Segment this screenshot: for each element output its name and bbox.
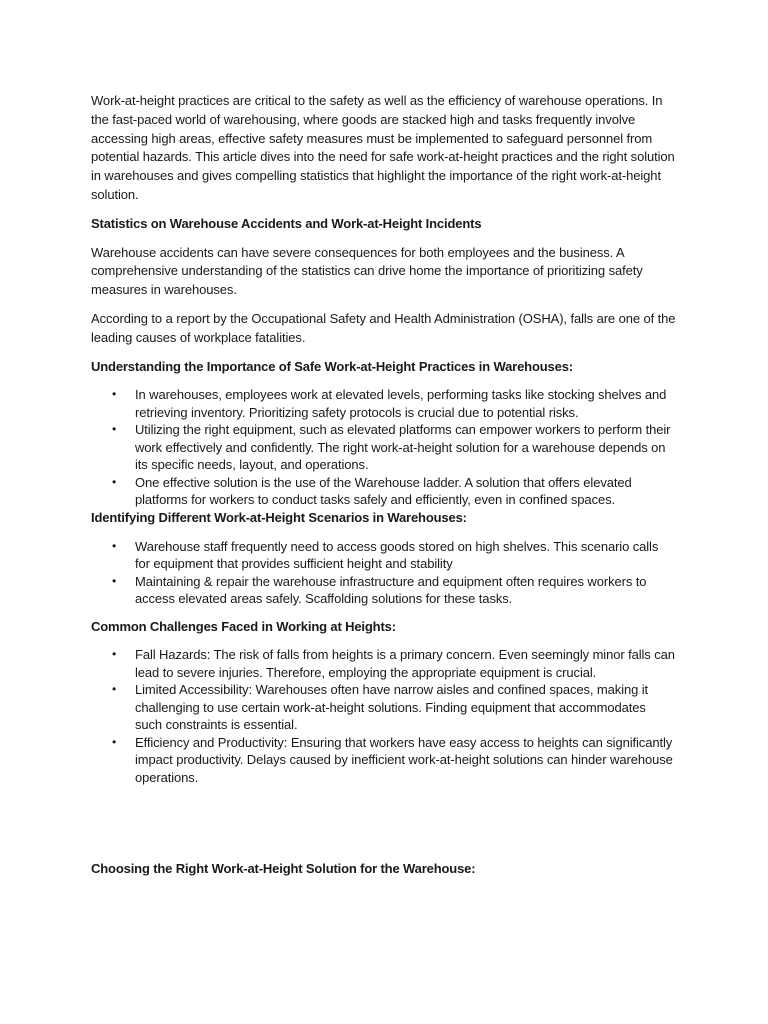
bullet-icon: • bbox=[112, 682, 117, 697]
list-item bbox=[112, 421, 676, 474]
bullet-icon: • bbox=[112, 538, 117, 553]
heading-scenarios: Identifying Different Work-at-Height Scenarios in Warehouses: bbox=[91, 509, 467, 525]
intro-paragraph: Work-at-height practices are critical to the safety as well as the efficiency of warehouse operations. In the fast-paced world of warehousing, where goods are stacked high and tasks frequently involve accessing high areas, effective safety measures must be implemented to safeguard personnel from potential hazards. This article dives into the need for safe work-at-height practices and the right solution in warehouses and gives compelling statistics that highlight the importance of the right work-at-height solution. bbox=[91, 93, 675, 202]
list-item-text: Efficiency and Productivity: Ensuring that workers have easy access to heights can significantly impact productivity. Delays caused by inefficient work-at-height solutions can hinder warehouse operations. bbox=[135, 734, 673, 785]
list-item-text: Maintaining & repair the warehouse infrastructure and equipment often requires workers to access elevated areas safely. Scaffolding solutions for these tasks. bbox=[135, 573, 647, 607]
list-item bbox=[112, 734, 676, 787]
statistics-paragraph-2: According to a report by the Occupational Safety and Health Administration (OSHA), falls are one of the leading causes of workplace fatalities. bbox=[91, 310, 676, 345]
bullet-icon: • bbox=[112, 422, 117, 437]
scenarios-list bbox=[91, 538, 676, 608]
list-item bbox=[112, 573, 676, 608]
heading-choosing: Choosing the Right Work-at-Height Solution for the Warehouse: bbox=[91, 861, 476, 877]
list-item bbox=[112, 386, 676, 421]
importance-list bbox=[91, 386, 676, 509]
list-item bbox=[112, 538, 676, 573]
blank-space bbox=[91, 796, 676, 860]
statistics-paragraph-1: Warehouse accidents can have severe consequences for both employees and the business. A comprehensive understanding of the statistics can drive home the importance of prioritizing safety measures in warehouses. bbox=[91, 244, 643, 298]
bullet-icon: • bbox=[112, 734, 117, 749]
list-item-text: One effective solution is the use of the Warehouse ladder. A solution that offers elevated platforms for workers to conduct tasks safely and efficiently, even in confined spaces. bbox=[135, 474, 632, 508]
list-item bbox=[112, 681, 676, 734]
bullet-icon: • bbox=[112, 474, 117, 489]
list-item-text: Utilizing the right equipment, such as elevated platforms can empower workers to perform their work effectively and confidently. The right work-at-height solution for a warehouse depends on its specific needs, layout, and operations. bbox=[135, 422, 671, 473]
heading-importance: Understanding the Importance of Safe Work-at-Height Practices in Warehouses: bbox=[91, 358, 573, 374]
list-item bbox=[112, 474, 676, 509]
heading-statistics: Statistics on Warehouse Accidents and Work-at-Height Incidents bbox=[91, 215, 482, 231]
heading-challenges: Common Challenges Faced in Working at Heights: bbox=[91, 618, 396, 634]
bullet-icon: • bbox=[112, 647, 117, 662]
list-item-text: Fall Hazards: The risk of falls from heights is a primary concern. Even seemingly minor falls can lead to severe injuries. Therefore, employing the appropriate equipment is crucial. bbox=[135, 647, 675, 680]
list-item-text: In warehouses, employees work at elevated levels, performing tasks like stocking shelves and retrieving inventory. Prioritizing safety protocols is crucial due to potential risks. bbox=[135, 387, 667, 420]
bullet-icon: • bbox=[112, 387, 117, 402]
list-item-text: Limited Accessibility: Warehouses often have narrow aisles and confined spaces, making it challenging to use certain work-at-height solutions. Finding equipment that accommodates such constraints is essential. bbox=[135, 682, 649, 733]
list-item-text: Warehouse staff frequently need to access goods stored on high shelves. This scenario calls for equipment that provides sufficient height and stability bbox=[135, 538, 659, 572]
challenges-list bbox=[91, 646, 676, 786]
list-item bbox=[112, 646, 676, 681]
bullet-icon: • bbox=[112, 573, 117, 588]
